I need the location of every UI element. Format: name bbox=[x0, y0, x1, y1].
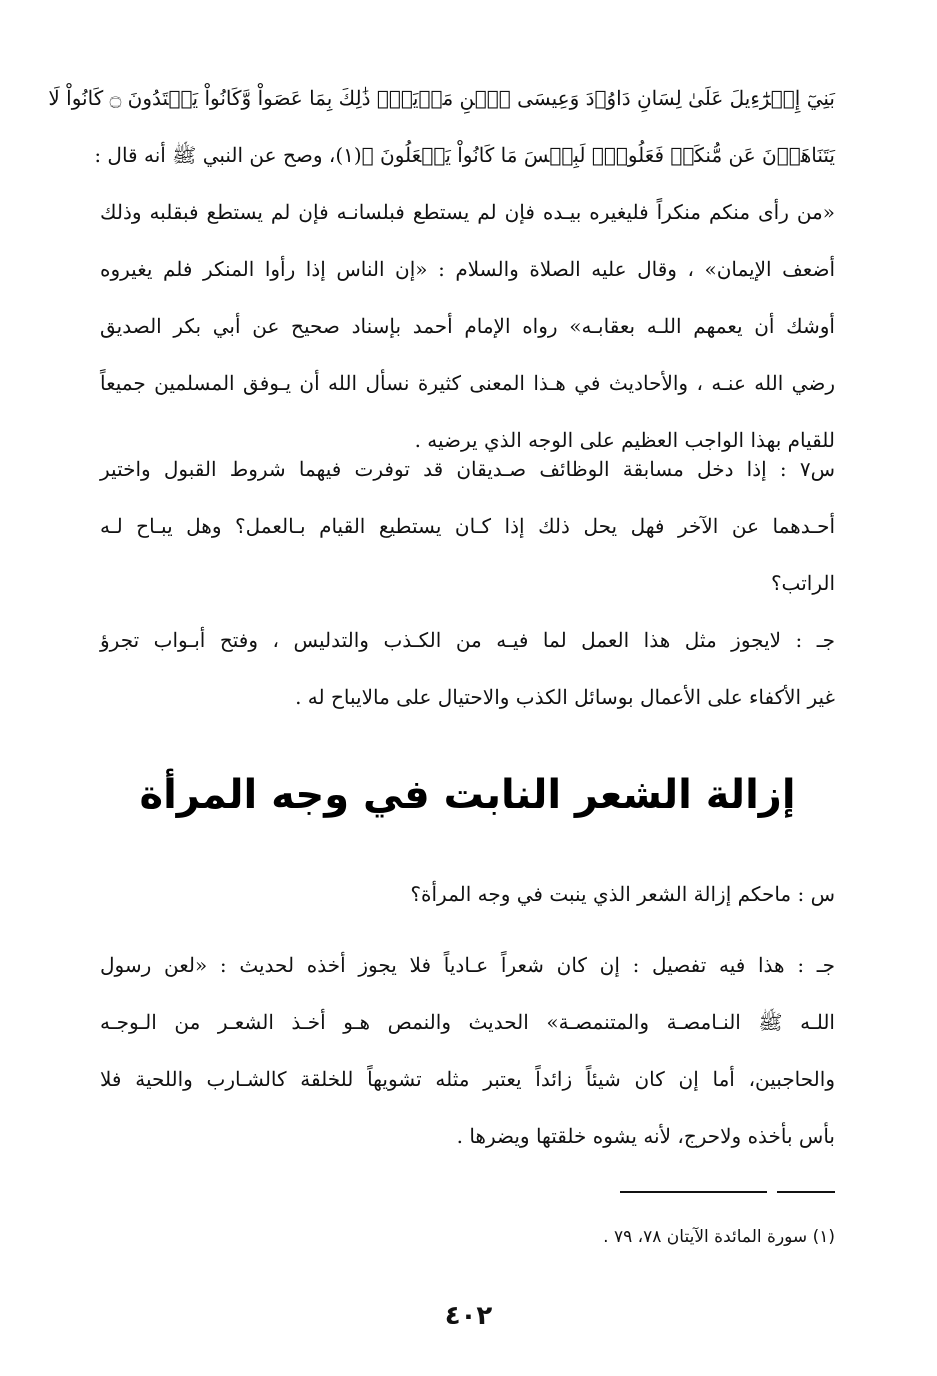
text-line: بَنِيٓ إِسۡرَٰٓءِيلَ عَلَىٰ لِسَانِ دَاوُۥدَ وَعِيسَى ٱبۡنِ مَرۡيَمَۚ ذَٰلِكَ بِمَا عَصَواْ وَّكَانُواْ يَعۡتَدُونَ ۝ كَانُواْ لَا bbox=[48, 86, 835, 110]
section-heading: إزالة الشعر النابت في وجه المرأة bbox=[139, 772, 796, 818]
footnote-separator bbox=[620, 1191, 767, 1193]
text-line: س : ماحكم إزالة الشعر الذي ينبت في وجه المرأة؟ bbox=[410, 882, 835, 906]
question-7 bbox=[100, 441, 835, 612]
text-line: جـ : هذا فيه تفصيل : إن كان شعراً عـادياً فلا يجوز أخذه لحديث : «لعن رسول bbox=[100, 953, 835, 977]
answer-8 bbox=[100, 937, 835, 1165]
text-line: س٧ : إذا دخل مسابقة الوظائف صـديقان قد توفرت فيهما شروط القبول واختير bbox=[100, 457, 835, 481]
text-line: رضي الله عنـه ، والأحاديث في هـذا المعنى كثيرة نسأل الله أن يـوفق المسلمين جميعاً bbox=[100, 371, 835, 395]
paragraph-quran-hadith bbox=[48, 70, 835, 469]
footnote: (١) سورة المائدة الآيتان ٧٨، ٧٩ . bbox=[603, 1227, 835, 1247]
text-line: «من رأى منكم منكراً فليغيره بيـده فإن لم يستطع فبلسانـه فإن لم يستطع فبقلبه وذلك bbox=[100, 200, 835, 224]
text-line: أحـدهما عن الآخر فهل يحل ذلك إذا كـان يستطيع القيام بـالعمل؟ وهل يبـاح لـه bbox=[100, 514, 835, 538]
answer-7 bbox=[100, 612, 835, 726]
question-8 bbox=[100, 866, 835, 923]
text-line: اللـه ﷺ النـامصـة والمتنمصـة» الحديث والنمص هـو أخـذ الشعـر من الـوجـه bbox=[100, 1010, 835, 1034]
page-number: ٤٠٢ bbox=[444, 1301, 493, 1331]
text-line: الراتب؟ bbox=[770, 571, 835, 595]
text-line: جـ : لايجوز مثل هذا العمل لما فيـه من الكـذب والتدليس ، وفتح أبـواب تجرؤ bbox=[100, 628, 835, 652]
text-line: غير الأكفاء على الأعمال بوسائل الكذب والاحتيال على مالايباح له . bbox=[295, 685, 835, 709]
text-line: يَتَنَاهَوۡنَ عَن مُّنكَرٖ فَعَلُوهُۚ لَبِئۡسَ مَا كَانُواْ يَفۡعَلُونَ ﴾(١)، وصح عن النبي ﷺ أنه قال : bbox=[94, 143, 835, 167]
text-line: للقيام بهذا الواجب العظيم على الوجه الذي يرضيه . bbox=[414, 428, 835, 452]
text-line: أضعف الإيمان» ، وقال عليه الصلاة والسلام : «إن الناس إذا رأوا المنكر فلم يغيروه bbox=[100, 257, 835, 281]
footnote-separator-short bbox=[777, 1191, 835, 1193]
text-line: والحاجبين، أما إن كان شيئاً زائداً يعتبر مثله تشويهاً للخلقة كالشـارب واللحية فلا bbox=[100, 1067, 835, 1091]
text-line: بأس بأخذه ولاحرج، لأنه يشوه خلقتها ويضرها . bbox=[456, 1124, 835, 1148]
text-line: أوشك أن يعمهم اللـه بعقابـه» رواه الإمام أحمد بإسناد صحيح عن أبي بكر الصديق bbox=[100, 314, 835, 338]
